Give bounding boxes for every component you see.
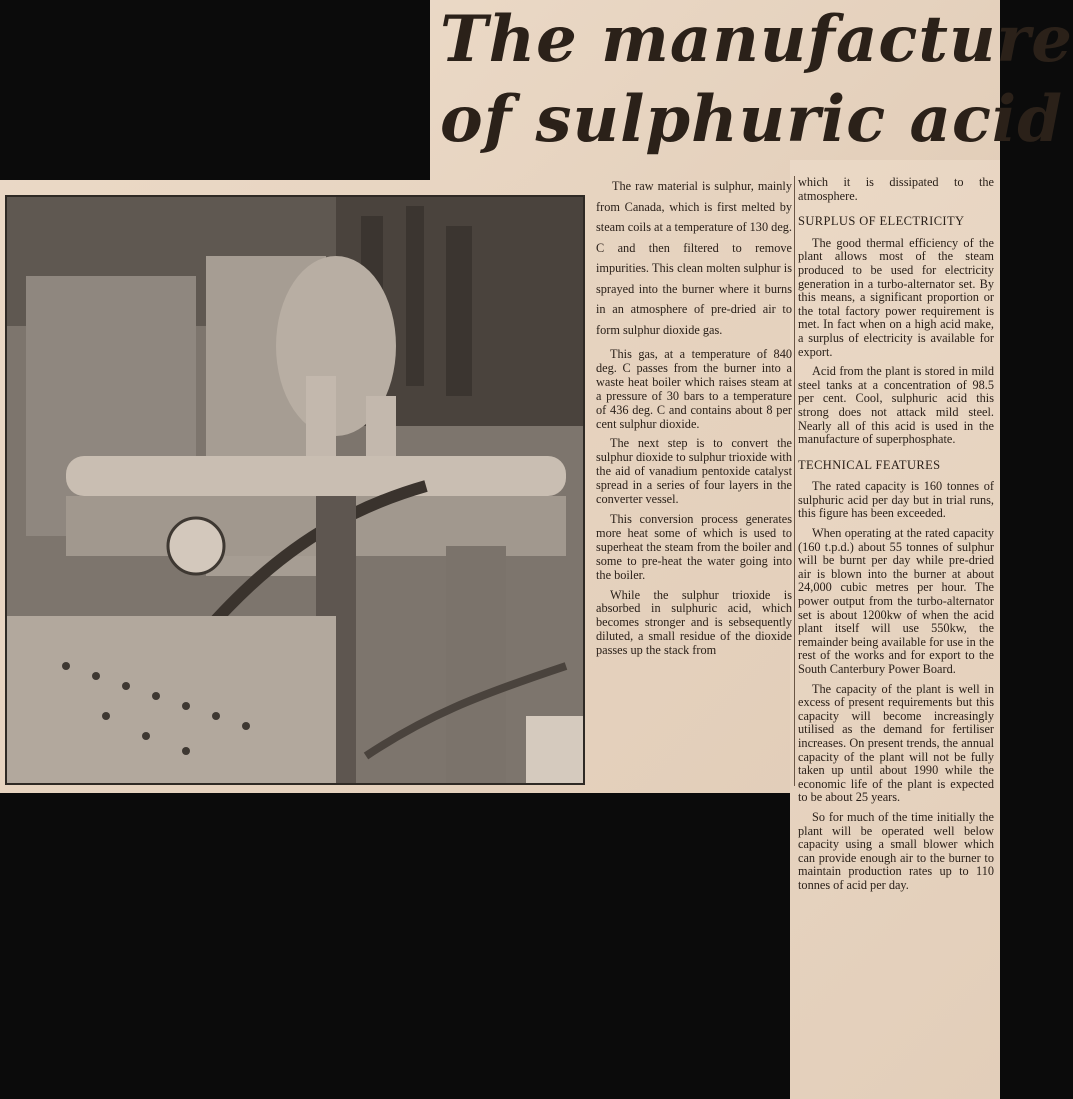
- paragraph: So for much of the time initially the plant will be operated well below capacity using a small blower which can provide enough air to the burner to maintain production rates up to 110 tonnes of acid per day.: [798, 809, 994, 892]
- paragraph: This gas, at a temperature of 840 deg. C passes from the burner into a waste heat boiler which raises steam at a pressure of 30 bars to a temperature of 436 deg. C and contains about 8 per cent sulphur dioxide.: [596, 347, 792, 431]
- paragraph: While the sulphur trioxide is absorbed in sulphuric acid, which becomes stronger and is sebsequently diluted, a small residue of the dioxide passes up the stack from: [596, 587, 792, 658]
- section-heading-surplus: SURPLUS OF ELECTRICITY: [798, 214, 965, 229]
- paragraph: When operating at the rated capacity (160 t.p.d.) about 55 tonnes of sulphur will be burnt per day while pre-dried air is blown into the burner at about 24,000 cubic metres per hour. The power output from the turbo-alternator set is about 1200kw of when the acid plant itself will use 550kw, the remainder being available for use in the rest of the works and for export to the South Canterbury Power Board.: [798, 526, 994, 676]
- headline: [440, 0, 1073, 160]
- headline-line-2: of sulphuric acid: [440, 82, 1063, 157]
- paragraph: The capacity of the plant is well in excess of present requirements but this capacity will become increasingly utilised as the demand for fertiliser increases. On present trends, the annual capacity of the plant will not be fully taken up until about 1990 while the economic life of the plant is expected to be about 25 years.: [798, 681, 994, 805]
- paragraph: The rated capacity is 160 tonnes of sulphuric acid per day but in trial runs, this figure has been exceeded.: [798, 479, 994, 521]
- section-heading-technical: TECHNICAL FEATURES: [798, 457, 941, 472]
- column-rule: [794, 176, 795, 786]
- paragraph: This conversion process generates more heat some of which is used to superheat the steam from the boiler and some to pre-heat the water going into the boiler.: [596, 511, 792, 582]
- paragraph-continuation: which it is dissipated to the atmosphere.: [798, 175, 994, 203]
- article-right-column: [798, 176, 994, 899]
- paragraph: The next step is to convert the sulphur dioxide to sulphur trioxide with the aid of vanadium pentoxide catalyst spread in a series of four layers in the converter vessel.: [596, 436, 792, 507]
- headline-line-1: The manufacture: [440, 2, 1073, 77]
- plant-machinery-photo: [6, 196, 584, 784]
- article-middle-column: [596, 176, 792, 664]
- paragraph: Acid from the plant is stored in mild steel tanks at a concentration of 98.5 per cent. Cool, sulphuric acid this strong does not attack mild steel. Nearly all of this acid is used in the manufacture of superphosphate.: [798, 364, 994, 447]
- paragraph: The raw material is sulphur, mainly from Canada, which is first melted by steam coils at a temperature of 130 deg. C and then filtered to remove impurities. This clean molten sulphur is sprayed into the burner where it burns in an atmosphere of pre-dried air to form sulphur dioxide gas.: [596, 179, 792, 337]
- photo-illustration: [6, 196, 584, 784]
- paragraph: The good thermal efficiency of the plant allows most of the steam produced to be used for electricity generation in a turbo-alternator set. By this means, a significant proportion or the total factory power requirement is met. In fact when on a high acid make, a surplus of electricity is available for export.: [798, 235, 994, 359]
